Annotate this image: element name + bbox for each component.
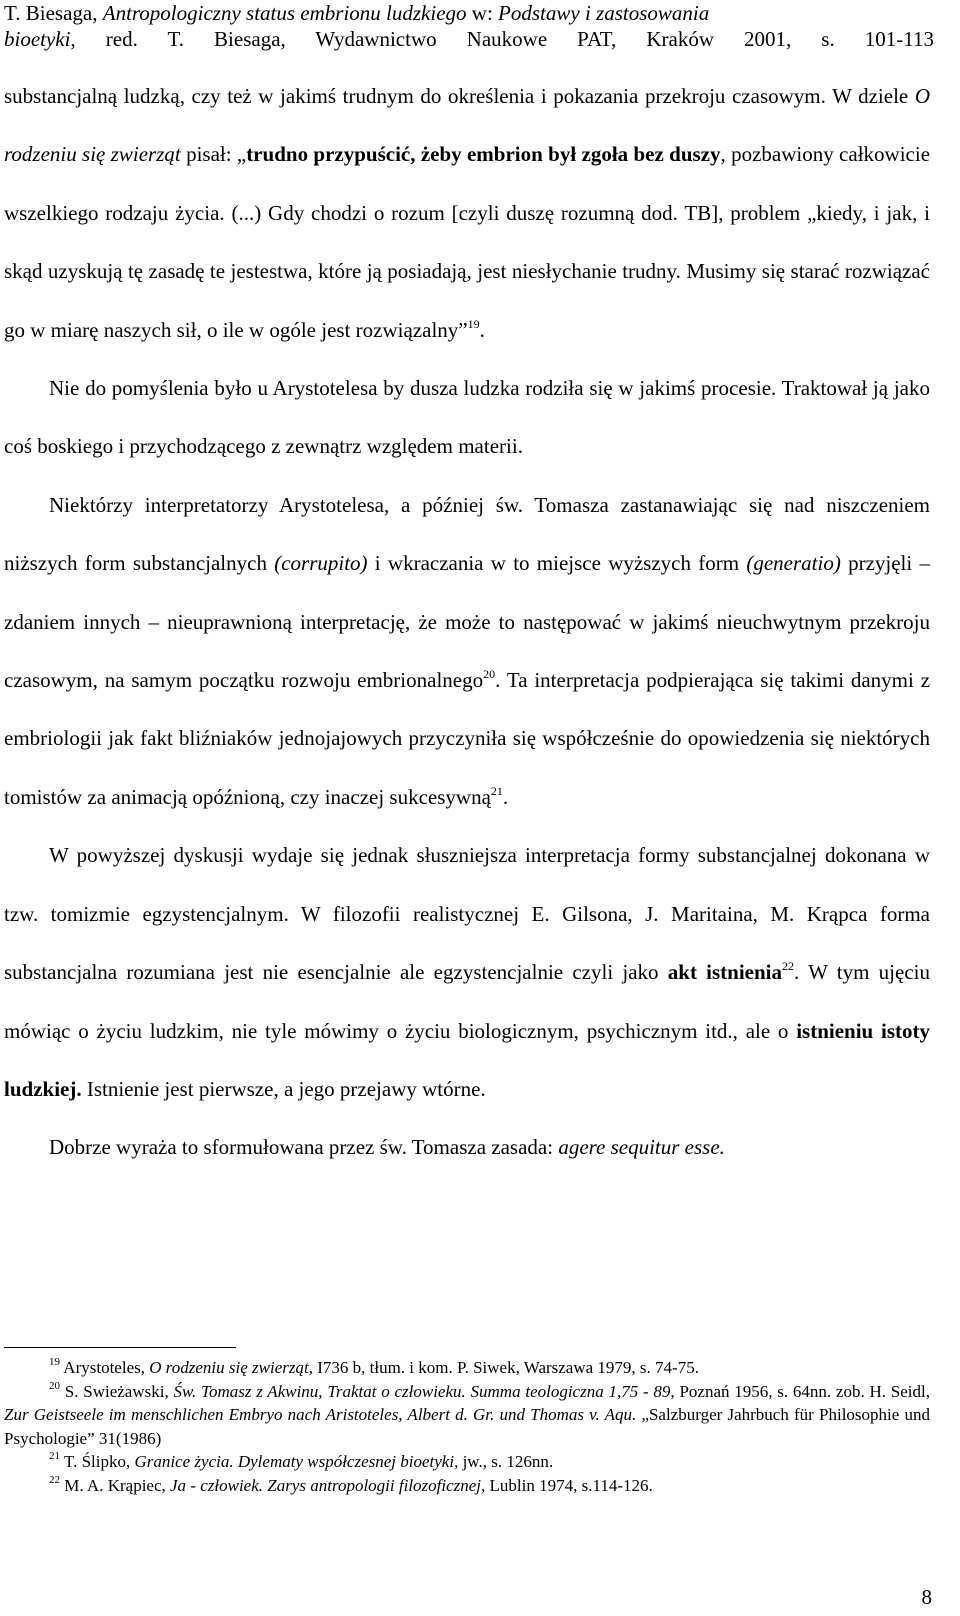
footnote-19	[4, 1356, 930, 1380]
footnote-ref-19: 19	[467, 316, 480, 331]
text-run: . W tym ujęciu mówiąc o życiu ludzkim, nie tyle mówimy o życiu biologicznym, psychicznym itd., ale o	[4, 960, 930, 1043]
italic-title: Św. Tomasz z Akwinu, Traktat o człowieku. Summa teologiczna 1,75 - 89,	[173, 1381, 675, 1401]
text-run: .	[502, 784, 509, 809]
text-run: Arystoteles,	[60, 1358, 150, 1377]
text-run: T. Ślipko,	[60, 1452, 135, 1471]
footnote-22	[4, 1474, 930, 1498]
text-run: Poznań 1956, s. 64nn. zob. H. Seidl,	[674, 1381, 930, 1401]
paragraph-4	[4, 826, 930, 1118]
text-run: pisał: „	[180, 142, 247, 167]
text-run: Nie do pomyślenia było u Arystotelesa by dusza ludzka rodziła się w jakimś procesie. Traktował ją jako coś boskiego i przychodzącego z zewnątrz względem materii.	[4, 376, 930, 459]
text-run: Niektórzy interpretatorzy Arystotelesa, a później św. Tomasza zastanawiając się nad niszczeniem niższych form substancjalnych	[4, 492, 930, 576]
footnote-20	[4, 1380, 930, 1451]
footnote-number: 19	[49, 1356, 60, 1368]
italic-title: O rodzeniu się zwierząt	[4, 84, 930, 167]
citation-book-title: Podstawy i zastosowania	[498, 1, 710, 25]
citation-line-1	[4, 0, 934, 26]
bold-term: istnieniu istoty ludzkiej.	[4, 1018, 930, 1101]
citation-in: w:	[466, 1, 499, 25]
text-run: substancjalną ludzką, czy też w jakimś trudnym do określenia i pokazania przekroju czasowym. W dziele	[4, 84, 915, 108]
text-run: Istnienie jest pierwsze, a jego przejawy wtórne.	[81, 1076, 486, 1101]
paragraph-2	[4, 359, 930, 476]
text-run: S. Swieżawski,	[60, 1381, 174, 1401]
text-run: M. A. Krąpiec,	[60, 1475, 171, 1495]
latin-maxim: agere sequitur esse.	[558, 1135, 725, 1160]
paragraph-5	[4, 1118, 930, 1176]
text-run: W powyższej dyskusji wydaje się jednak słuszniejsza interpretacja formy substancjalnej dokonana w tzw. tomizmie egzystencjalnym. W filozofii realistycznej E. Gilsona, J. Maritaina, M. Krąpca forma substancjalna rozumiana jest nie esencjalnie ale egzystencjalnie czyli jako	[4, 843, 930, 985]
citation-line-2	[4, 26, 934, 52]
footnote-number: 22	[49, 1473, 60, 1486]
text-run: jw., s. 126nn.	[458, 1452, 554, 1471]
bold-term: akt istnienia	[667, 960, 783, 985]
bold-quote: trudno przypuścić, żeby embrion był zgoła bez duszy	[246, 142, 721, 167]
paragraph-1	[4, 67, 930, 359]
citation-header	[4, 0, 934, 52]
text-run: I736 b, tłum. i kom. P. Siwek, Warszawa 1979, s. 74-75.	[312, 1358, 699, 1377]
italic-title: Zur Geistseele im menschlichen Embryo nach Aristoteles, Albert d. Gr. und Thomas v. Aqu.	[4, 1405, 637, 1424]
paragraph-3	[4, 476, 930, 826]
footnote-number: 21	[49, 1450, 60, 1462]
text-run: przyjęli – zdaniem innych – nieuprawnioną interpretację, że może to następować w jakimś nieuchwytnym przekroju czasowym, na samym początku rozwoju embrionalnego	[4, 551, 930, 693]
footnotes	[4, 1356, 930, 1497]
italic-title: O rodzeniu się zwierząt,	[149, 1358, 313, 1377]
text-run: Dobrze wyraża to sformułowana przez św. Tomasza zasada:	[49, 1135, 559, 1160]
text-run: . Ta interpretacja podpierająca się takimi danymi z embriologii jak fakt bliźniaków jednojajowych przyczyniła się współcześnie do opowiedzenia się niektórych tomistów za animacją opóźnioną, czy inaczej sukcesywną	[4, 668, 931, 809]
text-run: „Salzburger Jahrbuch für Philosophie und Psychologie” 31(1986)	[4, 1405, 930, 1448]
italic-title: Ja - człowiek. Zarys antropologii filozoficznej,	[170, 1475, 486, 1495]
italic-title: Granice życia. Dylematy współczesnej bioetyki,	[134, 1452, 459, 1471]
footnote-ref-22: 22	[782, 959, 795, 974]
footnote-ref-21: 21	[490, 783, 503, 798]
footnote-21	[4, 1450, 930, 1474]
italic-term: (generatio)	[746, 551, 841, 576]
citation-publisher: , red. T. Biesaga, Wydawnictwo Naukowe PAT, Kraków 2001, s. 101-113	[70, 27, 934, 51]
citation-author: T. Biesaga,	[4, 1, 103, 25]
text-run: .	[479, 317, 485, 342]
page-number: 8	[921, 1585, 932, 1609]
footnote-ref-20: 20	[483, 667, 496, 682]
footnote-separator	[4, 1347, 236, 1348]
citation-book-title-cont: bioetyki	[4, 27, 71, 51]
italic-term: (corrupito)	[274, 551, 368, 576]
main-text	[4, 67, 930, 1177]
text-run: Lublin 1974, s.114-126.	[485, 1475, 653, 1495]
citation-title: Antropologiczny status embrionu ludzkiego	[102, 1, 467, 25]
footnote-number: 20	[49, 1379, 60, 1392]
text-run: i wkraczania w to miejsce wyższych form	[367, 551, 747, 576]
text-run: , pozbawiony całkowicie wszelkiego rodzaju życia. (...) Gdy chodzi o rozum [czyli duszę rozumną dod. TB], problem „kiedy, i jak, i skąd uzyskują tę zasadę te jestestwa, które ją posiadają, jest niesłychanie trudny. Musimy się starać rozwiązać go w miarę naszych sił, o ile w ogóle jest rozwiązalny”	[4, 142, 931, 342]
